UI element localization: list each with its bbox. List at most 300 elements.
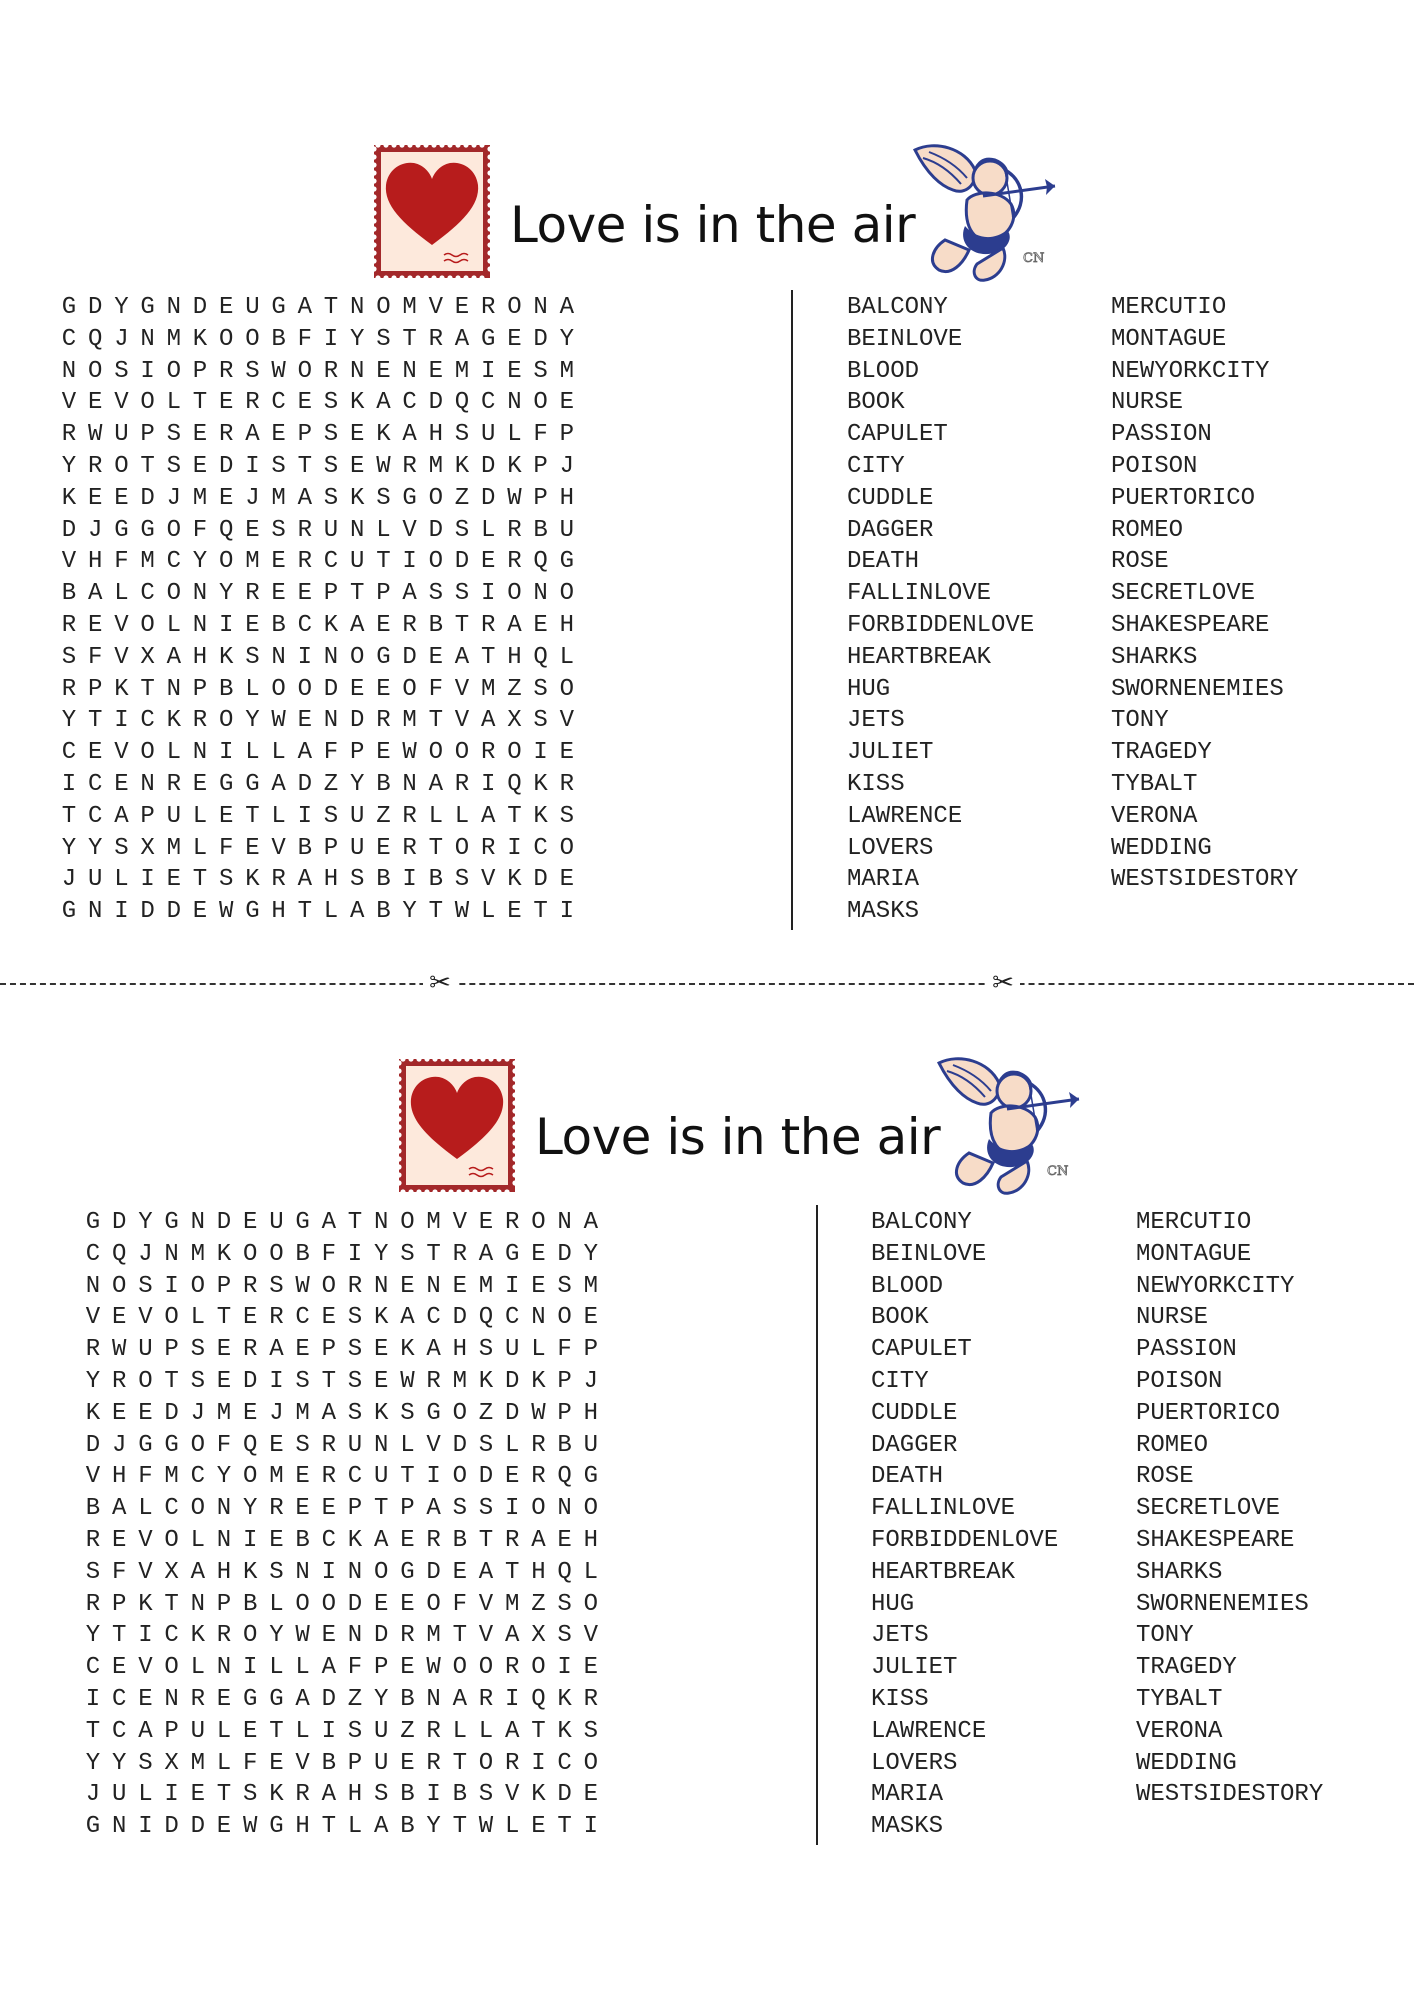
grid-letter[interactable]: E (504, 1463, 520, 1491)
grid-letter[interactable]: D (557, 1240, 572, 1268)
grid-letter[interactable]: N (349, 516, 365, 544)
grid-letter[interactable]: T (454, 612, 470, 639)
grid-letter[interactable]: E (271, 548, 286, 576)
grid-letter[interactable]: S (269, 1272, 284, 1300)
grid-letter[interactable]: H (111, 1463, 127, 1491)
grid-letter[interactable]: C (480, 389, 496, 417)
grid-letter[interactable]: A (507, 612, 522, 639)
grid-letter[interactable]: T (216, 1304, 232, 1332)
grid-letter[interactable]: I (323, 325, 339, 353)
grid-letter[interactable]: N (166, 294, 181, 321)
grid-letter[interactable]: G (164, 1431, 179, 1459)
grid-letter[interactable]: N (111, 1813, 127, 1841)
grid-letter[interactable]: F (114, 548, 129, 576)
grid-letter[interactable]: R (85, 1590, 101, 1618)
grid-letter[interactable]: E (218, 484, 234, 512)
grid-letter[interactable]: P (323, 834, 339, 862)
grid-letter[interactable]: I (140, 866, 155, 894)
grid-letter[interactable]: N (426, 1272, 441, 1300)
grid-letter[interactable]: G (269, 1686, 284, 1713)
grid-letter[interactable]: I (402, 866, 417, 894)
grid-letter[interactable]: I (531, 1749, 546, 1777)
grid-letter[interactable]: N (85, 1272, 101, 1300)
grid-letter[interactable]: U (269, 1209, 284, 1236)
grid-letter[interactable]: S (218, 866, 234, 894)
grid-letter[interactable]: S (454, 580, 470, 608)
grid-letter[interactable]: Z (507, 675, 522, 703)
grid-letter[interactable]: E (531, 1272, 546, 1300)
grid-letter[interactable]: B (400, 1686, 415, 1713)
grid-letter[interactable]: R (218, 357, 234, 385)
grid-letter[interactable]: S (533, 675, 548, 703)
grid-letter[interactable]: S (245, 643, 260, 671)
grid-letter[interactable]: Z (478, 1399, 494, 1427)
grid-letter[interactable]: S (376, 484, 391, 512)
grid-letter[interactable]: M (245, 548, 260, 576)
grid-letter[interactable]: W (111, 1336, 127, 1364)
grid-letter[interactable]: D (192, 294, 208, 321)
grid-letter[interactable]: K (218, 643, 234, 671)
grid-letter[interactable]: A (454, 325, 470, 353)
grid-letter[interactable]: L (245, 739, 260, 767)
grid-letter[interactable]: E (349, 453, 365, 480)
grid-letter[interactable]: O (533, 389, 548, 417)
grid-letter[interactable]: S (271, 453, 286, 480)
grid-letter[interactable]: E (321, 1622, 336, 1650)
grid-letter[interactable]: Y (583, 1240, 598, 1268)
grid-letter[interactable]: U (245, 294, 260, 321)
grid-letter[interactable]: C (190, 1463, 205, 1491)
grid-letter[interactable]: R (402, 453, 417, 480)
grid-letter[interactable]: S (347, 1336, 363, 1364)
grid-letter[interactable]: D (557, 1781, 572, 1809)
grid-letter[interactable]: V (426, 1431, 441, 1459)
grid-letter[interactable]: O (242, 1240, 258, 1268)
grid-letter[interactable]: L (480, 516, 496, 544)
grid-letter[interactable]: E (559, 389, 574, 417)
grid-letter[interactable]: D (87, 294, 103, 321)
grid-letter[interactable]: O (271, 675, 286, 703)
grid-letter[interactable]: T (507, 802, 522, 830)
grid-letter[interactable]: F (347, 1654, 363, 1682)
grid-letter[interactable]: E (192, 421, 208, 449)
grid-letter[interactable]: R (242, 1336, 258, 1364)
grid-letter[interactable]: T (245, 802, 260, 830)
grid-letter[interactable]: J (85, 1781, 101, 1809)
grid-letter[interactable]: X (164, 1749, 179, 1777)
grid-letter[interactable]: D (426, 1558, 441, 1586)
grid-letter[interactable]: Q (454, 389, 470, 417)
grid-letter[interactable]: L (192, 834, 208, 862)
grid-letter[interactable]: T (321, 1813, 336, 1841)
grid-letter[interactable]: Y (218, 580, 234, 608)
grid-letter[interactable]: P (323, 580, 339, 608)
grid-letter[interactable]: K (166, 707, 181, 735)
grid-letter[interactable]: O (321, 1590, 336, 1618)
grid-letter[interactable]: O (507, 580, 522, 608)
grid-letter[interactable]: R (297, 548, 312, 576)
grid-letter[interactable]: K (114, 675, 129, 703)
grid-letter[interactable]: G (140, 516, 155, 544)
grid-letter[interactable]: R (218, 421, 234, 449)
grid-letter[interactable]: D (323, 675, 339, 703)
grid-letter[interactable]: D (166, 898, 181, 926)
grid-letter[interactable]: E (376, 739, 391, 767)
grid-letter[interactable]: P (192, 675, 208, 703)
grid-letter[interactable]: R (531, 1431, 546, 1459)
grid-letter[interactable]: E (271, 421, 286, 449)
grid-letter[interactable]: B (428, 612, 443, 639)
grid-letter[interactable]: S (454, 421, 470, 449)
grid-letter[interactable]: S (347, 1368, 363, 1395)
grid-letter[interactable]: E (166, 866, 181, 894)
grid-letter[interactable]: U (166, 802, 181, 830)
grid-letter[interactable]: I (297, 802, 312, 830)
grid-letter[interactable]: O (428, 548, 443, 576)
grid-letter[interactable]: N (164, 1686, 179, 1713)
grid-letter[interactable]: P (347, 1495, 363, 1523)
grid-letter[interactable]: T (111, 1622, 127, 1650)
grid-letter[interactable]: H (271, 898, 286, 926)
grid-letter[interactable]: Y (111, 1749, 127, 1777)
grid-letter[interactable]: B (242, 1590, 258, 1618)
grid-letter[interactable]: K (507, 453, 522, 480)
grid-letter[interactable]: H (347, 1781, 363, 1809)
grid-letter[interactable]: G (400, 1558, 415, 1586)
grid-letter[interactable]: E (218, 389, 234, 417)
grid-letter[interactable]: T (373, 1495, 389, 1523)
grid-letter[interactable]: K (507, 866, 522, 894)
grid-letter[interactable]: U (190, 1717, 205, 1745)
grid-letter[interactable]: N (140, 325, 155, 353)
grid-letter[interactable]: I (504, 1272, 520, 1300)
grid-letter[interactable]: E (373, 1590, 389, 1618)
grid-letter[interactable]: A (478, 1240, 494, 1268)
grid-letter[interactable]: S (271, 516, 286, 544)
grid-letter[interactable]: P (376, 580, 391, 608)
grid-letter[interactable]: G (218, 771, 234, 798)
grid-letter[interactable]: H (323, 866, 339, 894)
grid-letter[interactable]: C (295, 1304, 310, 1332)
grid-letter[interactable]: O (140, 389, 155, 417)
grid-letter[interactable]: W (478, 1813, 494, 1841)
grid-letter[interactable]: R (61, 421, 77, 449)
grid-letter[interactable]: A (531, 1527, 546, 1554)
grid-letter[interactable]: L (138, 1495, 153, 1523)
grid-letter[interactable]: D (140, 898, 155, 926)
grid-letter[interactable]: Y (269, 1622, 284, 1650)
grid-letter[interactable]: E (531, 1813, 546, 1841)
grid-letter[interactable]: E (583, 1304, 598, 1332)
grid-letter[interactable]: O (428, 484, 443, 512)
grid-letter[interactable]: R (269, 1304, 284, 1332)
grid-letter[interactable]: Y (87, 834, 103, 862)
grid-letter[interactable]: T (428, 898, 443, 926)
grid-letter[interactable]: O (297, 357, 312, 385)
grid-letter[interactable]: D (349, 707, 365, 735)
grid-letter[interactable]: S (533, 707, 548, 735)
grid-letter[interactable]: M (269, 1463, 284, 1491)
grid-letter[interactable]: T (269, 1717, 284, 1745)
grid-letter[interactable]: E (245, 834, 260, 862)
grid-letter[interactable]: U (373, 1749, 389, 1777)
grid-letter[interactable]: B (297, 834, 312, 862)
grid-letter[interactable]: G (138, 1431, 153, 1459)
grid-letter[interactable]: K (557, 1686, 572, 1713)
grid-letter[interactable]: O (531, 1209, 546, 1236)
grid-letter[interactable]: E (583, 1781, 598, 1809)
grid-letter[interactable]: V (114, 643, 129, 671)
grid-letter[interactable]: G (61, 294, 77, 321)
grid-letter[interactable]: A (111, 1495, 127, 1523)
grid-letter[interactable]: O (269, 1240, 284, 1268)
grid-letter[interactable]: R (531, 1463, 546, 1491)
grid-letter[interactable]: M (402, 707, 417, 735)
grid-letter[interactable]: C (140, 580, 155, 608)
grid-letter[interactable]: E (376, 612, 391, 639)
grid-letter[interactable]: R (402, 834, 417, 862)
grid-letter[interactable]: Q (533, 643, 548, 671)
grid-letter[interactable]: I (245, 453, 260, 480)
grid-letter[interactable]: A (166, 643, 181, 671)
grid-letter[interactable]: T (140, 675, 155, 703)
grid-letter[interactable]: D (218, 453, 234, 480)
grid-letter[interactable]: K (533, 771, 548, 798)
grid-letter[interactable]: M (426, 1622, 441, 1650)
grid-letter[interactable]: I (164, 1272, 179, 1300)
grid-letter[interactable]: P (111, 1590, 127, 1618)
grid-letter[interactable]: N (373, 1209, 389, 1236)
grid-letter[interactable]: U (323, 516, 339, 544)
grid-letter[interactable]: D (216, 1209, 232, 1236)
grid-letter[interactable]: P (87, 675, 103, 703)
grid-letter[interactable]: Z (376, 802, 391, 830)
grid-letter[interactable]: L (504, 1431, 520, 1459)
grid-letter[interactable]: E (400, 1590, 415, 1618)
grid-letter[interactable]: E (245, 516, 260, 544)
grid-letter[interactable]: N (61, 357, 77, 385)
grid-letter[interactable]: E (138, 1399, 153, 1427)
grid-letter[interactable]: U (559, 516, 574, 544)
grid-letter[interactable]: V (138, 1558, 153, 1586)
grid-letter[interactable]: G (271, 294, 286, 321)
grid-letter[interactable]: I (507, 834, 522, 862)
grid-letter[interactable]: L (454, 802, 470, 830)
grid-letter[interactable]: U (349, 834, 365, 862)
grid-letter[interactable]: M (166, 834, 181, 862)
grid-letter[interactable]: M (166, 325, 181, 353)
grid-letter[interactable]: T (297, 898, 312, 926)
grid-letter[interactable]: N (507, 389, 522, 417)
grid-letter[interactable]: B (557, 1431, 572, 1459)
grid-letter[interactable]: T (400, 1463, 415, 1491)
grid-letter[interactable]: E (507, 325, 522, 353)
grid-letter[interactable]: D (428, 389, 443, 417)
grid-letter[interactable]: N (190, 1209, 205, 1236)
grid-letter[interactable]: K (373, 1304, 389, 1332)
grid-letter[interactable]: T (376, 548, 391, 576)
grid-letter[interactable]: R (478, 1686, 494, 1713)
grid-letter[interactable]: T (504, 1558, 520, 1586)
grid-letter[interactable]: Q (557, 1558, 572, 1586)
grid-letter[interactable]: M (559, 357, 574, 385)
grid-letter[interactable]: U (504, 1336, 520, 1364)
grid-letter[interactable]: Y (61, 453, 77, 480)
grid-letter[interactable]: V (452, 1209, 467, 1236)
grid-letter[interactable]: A (190, 1558, 205, 1586)
grid-letter[interactable]: T (480, 643, 496, 671)
grid-letter[interactable]: T (85, 1717, 101, 1745)
grid-letter[interactable]: E (111, 1304, 127, 1332)
grid-letter[interactable]: U (347, 1431, 363, 1459)
grid-letter[interactable]: O (140, 612, 155, 639)
grid-letter[interactable]: F (321, 1240, 336, 1268)
grid-letter[interactable]: K (454, 453, 470, 480)
grid-letter[interactable]: E (400, 1272, 415, 1300)
grid-letter[interactable]: L (376, 516, 391, 544)
grid-letter[interactable]: O (559, 675, 574, 703)
grid-letter[interactable]: A (138, 1717, 153, 1745)
grid-letter[interactable]: S (347, 1304, 363, 1332)
grid-letter[interactable]: K (349, 484, 365, 512)
grid-letter[interactable]: G (504, 1240, 520, 1268)
grid-letter[interactable]: W (426, 1654, 441, 1682)
grid-letter[interactable]: E (218, 802, 234, 830)
grid-letter[interactable]: D (533, 325, 548, 353)
grid-letter[interactable]: L (114, 866, 129, 894)
grid-letter[interactable]: K (373, 1399, 389, 1427)
grid-letter[interactable]: K (85, 1399, 101, 1427)
grid-letter[interactable]: M (452, 1368, 467, 1395)
grid-letter[interactable]: P (140, 421, 155, 449)
grid-letter[interactable]: D (533, 866, 548, 894)
grid-letter[interactable]: Y (216, 1463, 232, 1491)
grid-letter[interactable]: O (559, 834, 574, 862)
grid-letter[interactable]: C (61, 325, 77, 353)
grid-letter[interactable]: S (428, 580, 443, 608)
grid-letter[interactable]: L (295, 1717, 310, 1745)
grid-letter[interactable]: I (480, 357, 496, 385)
grid-letter[interactable]: I (297, 643, 312, 671)
grid-letter[interactable]: Y (61, 707, 77, 735)
grid-letter[interactable]: A (373, 1813, 389, 1841)
grid-letter[interactable]: U (87, 866, 103, 894)
grid-letter[interactable]: O (138, 1368, 153, 1395)
grid-letter[interactable]: R (295, 1781, 310, 1809)
grid-letter[interactable]: G (245, 898, 260, 926)
grid-letter[interactable]: I (557, 1654, 572, 1682)
grid-letter[interactable]: G (61, 898, 77, 926)
grid-letter[interactable]: Z (531, 1590, 546, 1618)
grid-letter[interactable]: I (402, 548, 417, 576)
grid-letter[interactable]: R (402, 612, 417, 639)
grid-letter[interactable]: E (297, 707, 312, 735)
grid-letter[interactable]: L (216, 1749, 232, 1777)
grid-letter[interactable]: F (216, 1431, 232, 1459)
grid-letter[interactable]: A (297, 294, 312, 321)
grid-letter[interactable]: O (531, 1654, 546, 1682)
grid-letter[interactable]: T (192, 866, 208, 894)
grid-letter[interactable]: O (426, 1590, 441, 1618)
grid-letter[interactable]: D (504, 1399, 520, 1427)
grid-letter[interactable]: H (531, 1558, 546, 1586)
grid-letter[interactable]: Y (245, 707, 260, 735)
grid-letter[interactable]: L (271, 739, 286, 767)
grid-letter[interactable]: I (218, 739, 234, 767)
grid-letter[interactable]: O (111, 1272, 127, 1300)
grid-letter[interactable]: S (478, 1781, 494, 1809)
grid-letter[interactable]: J (559, 453, 574, 480)
grid-letter[interactable]: N (192, 612, 208, 639)
grid-letter[interactable]: S (347, 1399, 363, 1427)
grid-letter[interactable]: P (373, 1654, 389, 1682)
grid-letter[interactable]: E (87, 389, 103, 417)
grid-letter[interactable]: K (190, 1622, 205, 1650)
grid-letter[interactable]: T (557, 1813, 572, 1841)
grid-letter[interactable]: H (295, 1813, 310, 1841)
grid-letter[interactable]: A (559, 294, 574, 321)
grid-letter[interactable]: N (192, 580, 208, 608)
grid-letter[interactable]: K (269, 1781, 284, 1809)
grid-letter[interactable]: C (426, 1304, 441, 1332)
grid-letter[interactable]: M (583, 1272, 598, 1300)
grid-letter[interactable]: E (373, 1368, 389, 1395)
grid-letter[interactable]: A (349, 898, 365, 926)
grid-letter[interactable]: C (85, 1654, 101, 1682)
grid-letter[interactable]: S (373, 1781, 389, 1809)
grid-letter[interactable]: K (376, 421, 391, 449)
grid-letter[interactable]: W (271, 357, 286, 385)
grid-letter[interactable]: N (323, 707, 339, 735)
grid-letter[interactable]: C (85, 1240, 101, 1268)
grid-letter[interactable]: G (583, 1463, 598, 1491)
grid-letter[interactable]: E (271, 580, 286, 608)
grid-letter[interactable]: E (321, 1304, 336, 1332)
grid-letter[interactable]: J (114, 325, 129, 353)
grid-letter[interactable]: T (297, 453, 312, 480)
grid-letter[interactable]: T (321, 1368, 336, 1395)
grid-letter[interactable]: P (533, 453, 548, 480)
grid-letter[interactable]: E (114, 484, 129, 512)
grid-letter[interactable]: X (531, 1622, 546, 1650)
grid-letter[interactable]: A (504, 1622, 520, 1650)
grid-letter[interactable]: S (166, 421, 181, 449)
grid-letter[interactable]: O (190, 1272, 205, 1300)
grid-letter[interactable]: G (85, 1813, 101, 1841)
grid-letter[interactable]: R (242, 1272, 258, 1300)
grid-letter[interactable]: N (192, 739, 208, 767)
grid-letter[interactable]: E (400, 1654, 415, 1682)
grid-letter[interactable]: Q (218, 516, 234, 544)
grid-letter[interactable]: A (452, 1686, 467, 1713)
grid-letter[interactable]: V (454, 675, 470, 703)
grid-letter[interactable]: T (140, 453, 155, 480)
grid-letter[interactable]: R (61, 675, 77, 703)
grid-letter[interactable]: Y (85, 1749, 101, 1777)
grid-letter[interactable]: E (218, 294, 234, 321)
grid-letter[interactable]: Q (557, 1463, 572, 1491)
grid-letter[interactable]: D (190, 1813, 205, 1841)
grid-letter[interactable]: N (295, 1558, 310, 1586)
grid-letter[interactable]: U (349, 548, 365, 576)
grid-letter[interactable]: I (426, 1463, 441, 1491)
grid-letter[interactable]: X (140, 643, 155, 671)
grid-letter[interactable]: I (426, 1781, 441, 1809)
grid-letter[interactable]: E (111, 1527, 127, 1554)
grid-letter[interactable]: N (347, 1622, 363, 1650)
grid-letter[interactable]: O (190, 1431, 205, 1459)
grid-letter[interactable]: E (216, 1368, 232, 1395)
